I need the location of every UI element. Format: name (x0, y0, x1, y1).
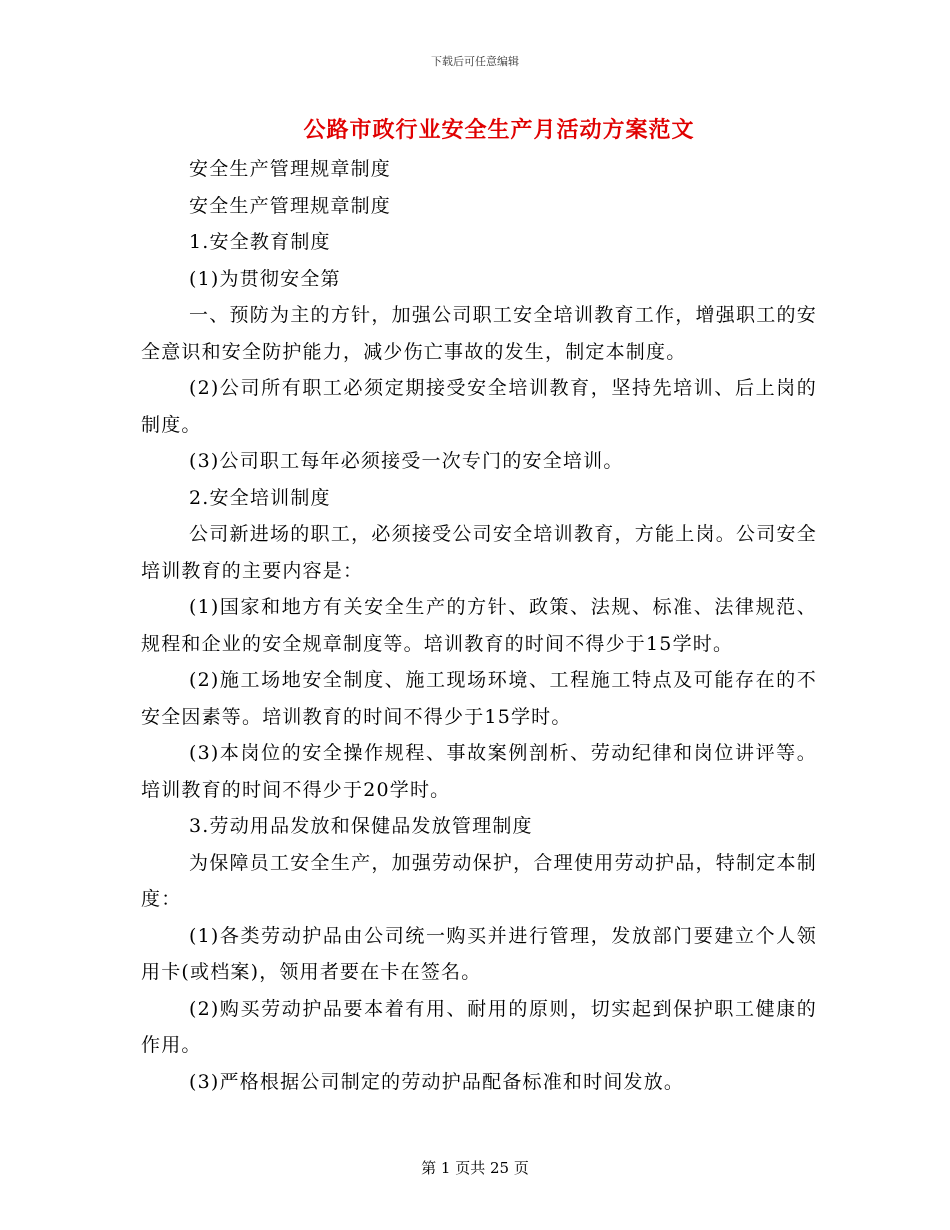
document-title: 公路市政行业安全生产月活动方案范文 (303, 117, 695, 143)
paragraph: (3)严格根据公司制定的劳动护品配备标准和时间发放。 (189, 1070, 685, 1093)
paragraph: 一、预防为主的方针，加强公司职工安全培训教育工作，增强职工的安全意识和安全防护能力，减少伤亡事故的发生，制定本制度。 (141, 304, 817, 363)
section-heading: 1.安全教育制度 (189, 231, 331, 253)
paragraph: 为保障员工安全生产，加强劳动保护，合理使用劳动护品，特制定本制度： (141, 851, 817, 910)
paragraph: (1)国家和地方有关安全生产的方针、政策、法规、标准、法律规范、规程和企业的安全规章制度等。培训教育的时间不得少于15学时。 (141, 596, 817, 655)
paragraph: (3)公司职工每年必须接受一次专门的安全培训。 (189, 450, 624, 472)
paragraph: 安全生产管理规章制度 (189, 194, 392, 217)
section-heading: 3.劳动用品发放和保健品发放管理制度 (189, 815, 533, 837)
paragraph: 公司新进场的职工，必须接受公司安全培训教育，方能上岗。公司安全培训教育的主要内容是： (141, 523, 817, 582)
paragraph: 安全生产管理规章制度 (189, 158, 392, 180)
paragraph: (2)施工场地安全制度、施工现场环境、工程施工特点及可能存在的不安全因素等。培训教育的时间不得少于15学时。 (141, 669, 817, 728)
paragraph: (3)本岗位的安全操作规程、事故案例剖析、劳动纪律和岗位讲评等。培训教育的时间不得少于20学时。 (141, 742, 817, 801)
paragraph: (1)各类劳动护品由公司统一购买并进行管理，发放部门要建立个人领用卡(或档案)，领用者要在卡在签名。 (141, 924, 817, 983)
section-heading: 2.安全培训制度 (189, 486, 331, 509)
page-number: 第 1 页共 25 页 (421, 1159, 529, 1177)
header-note: 下载后可任意编辑 (431, 55, 519, 68)
paragraph: (1)为贯彻安全第 (189, 267, 341, 290)
paragraph: (2)购买劳动护品要本着有用、耐用的原则，切实起到保护职工健康的作用。 (141, 997, 817, 1056)
paragraph: (2)公司所有职工必须定期接受安全培训教育，坚持先培训、后上岗的制度。 (141, 377, 817, 436)
document-body (141, 151, 817, 1100)
